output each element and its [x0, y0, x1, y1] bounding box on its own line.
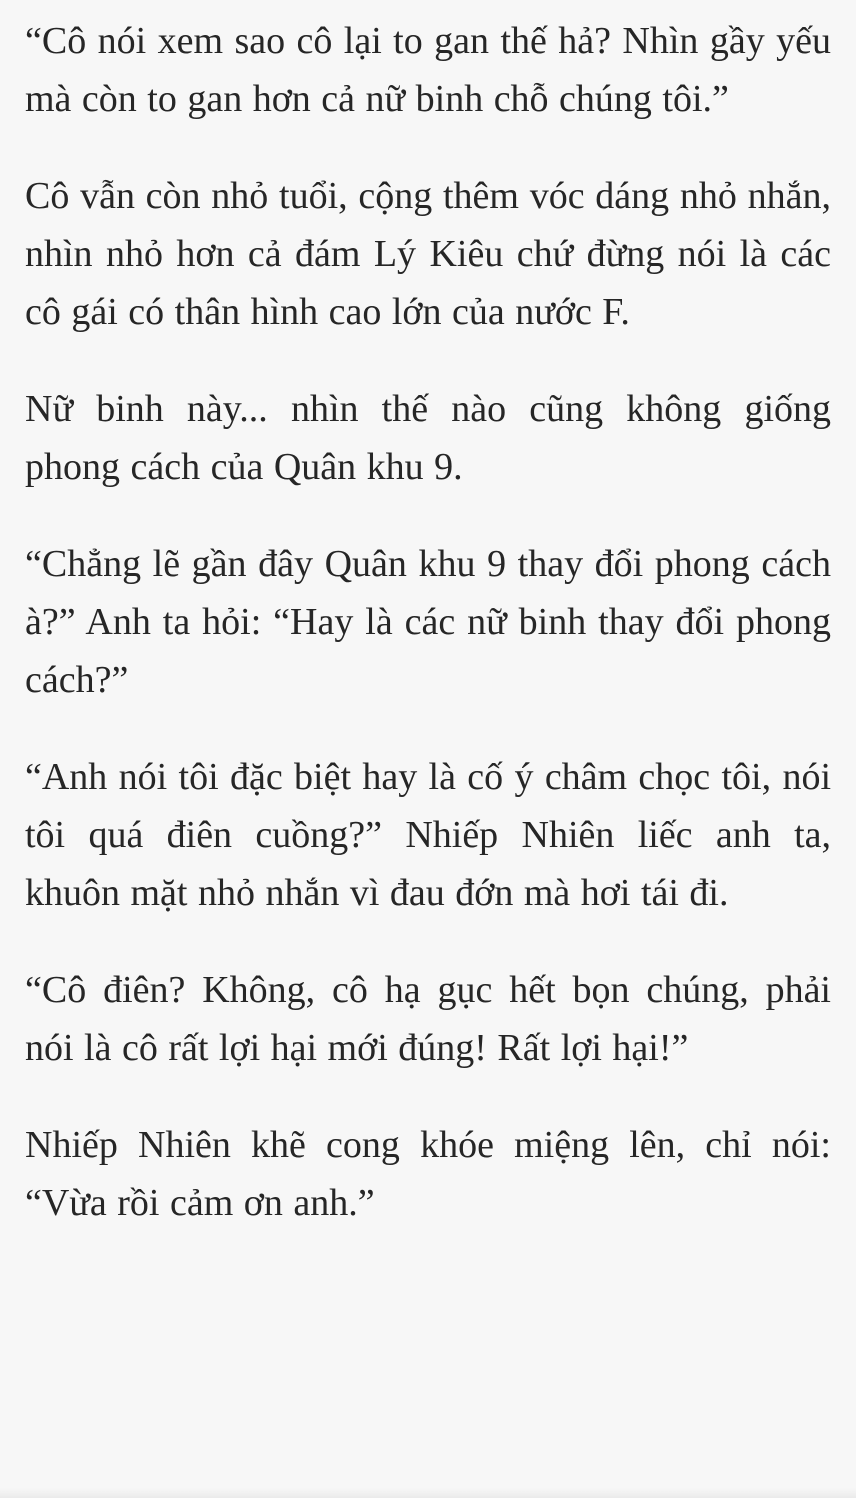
paragraph: “Cô nói xem sao cô lại to gan thế hả? Nhìn gầy yếu mà còn to gan hơn cả nữ binh chỗ chúng tôi.”: [25, 20, 831, 120]
paragraph: Nữ binh này... nhìn thế nào cũng không giống phong cách của Quân khu 9.: [25, 388, 831, 488]
paragraph: “Cô điên? Không, cô hạ gục hết bọn chúng, phải nói là cô rất lợi hại mới đúng! Rất lợi hại!”: [25, 969, 831, 1069]
paragraph: “Anh nói tôi đặc biệt hay là cố ý châm chọc tôi, nói tôi quá điên cuồng?” Nhiếp Nhiên liếc anh ta, khuôn mặt nhỏ nhắn vì đau đớn mà hơi tái đi.: [25, 756, 831, 914]
paragraph: Cô vẫn còn nhỏ tuổi, cộng thêm vóc dáng nhỏ nhắn, nhìn nhỏ hơn cả đám Lý Kiêu chứ đừng nói là các cô gái có thân hình cao lớn của nước F.: [25, 175, 831, 333]
paragraph: Nhiếp Nhiên khẽ cong khóe miệng lên, chỉ nói: “Vừa rồi cảm ơn anh.”: [25, 1124, 831, 1224]
paragraph: “Chẳng lẽ gần đây Quân khu 9 thay đổi phong cách à?” Anh ta hỏi: “Hay là các nữ binh thay đổi phong cách?”: [25, 543, 831, 701]
